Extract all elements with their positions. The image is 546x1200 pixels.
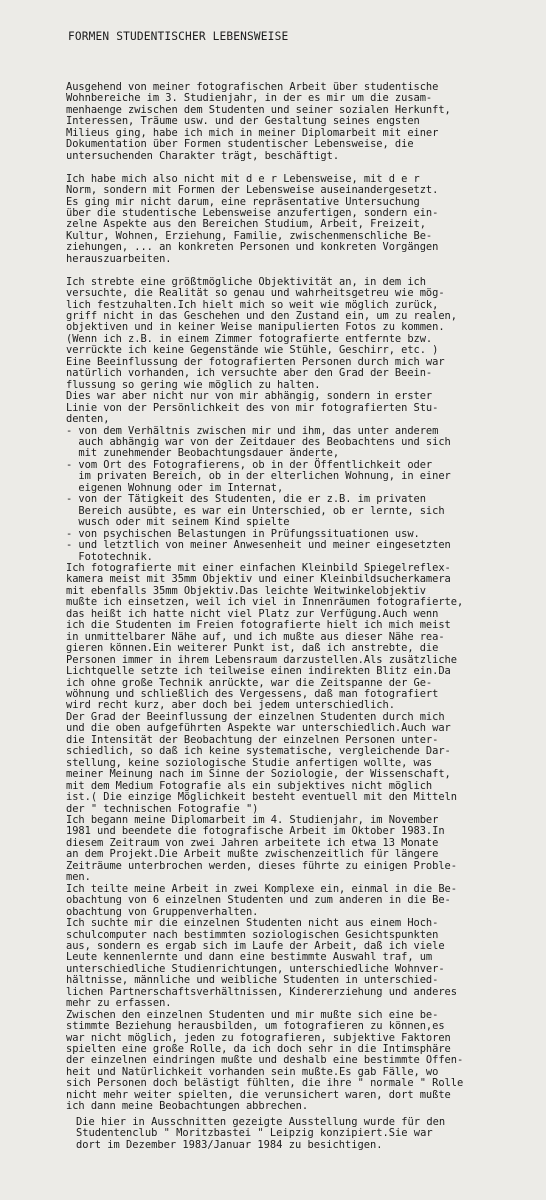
text-line: natürlich vorhanden, ich versuchte aber den Grad der Beein- xyxy=(66,367,433,380)
text-line: Eine Beeinflussung der fotografierten Personen durch mich war xyxy=(66,355,445,368)
text-line: die Intensität der Beobachtung der einzelnen Personen unter- xyxy=(66,733,439,746)
exhibition-note xyxy=(76,1117,536,1151)
text-line: herauszuarbeiten. xyxy=(66,252,172,265)
paragraph xyxy=(66,277,541,1113)
text-line: Dokumentation über Formen studentischer Lebensweise, die xyxy=(66,138,414,151)
text-line: mit ebenfalls 35mm Objektiv.Das leichte Weitwinkelobjektiv xyxy=(66,584,426,597)
text-line: ziehungen, ... an konkreten Personen und konkreten Vorgängen xyxy=(66,241,439,254)
text-line: - und letztlich von meiner Anwesenheit und meiner eingesetzten xyxy=(66,539,451,552)
text-line: obachtung von 6 einzelnen Studenten und zum anderen in die Be- xyxy=(66,894,451,907)
text-line: - von der Tätigkeit des Studenten, die er z.B. im privaten xyxy=(66,493,426,506)
text-line: Ich habe mich also nicht mit d e r Lebensweise, mit d e r xyxy=(66,172,420,185)
text-line: Personen immer in ihrem Lebensraum darzustellen.Als zusätzliche xyxy=(66,653,457,666)
text-line: stellung, keine soziologische Studie anfertigen wollte, was xyxy=(66,756,433,769)
text-line: Kultur, Wohnen, Erziehung, Familie, zwischenmenschliche Be- xyxy=(66,229,433,242)
text-line: 1981 und beendete die fotografische Arbeit im Oktober 1983.In xyxy=(66,825,445,838)
text-line: Ich begann meine Diplomarbeit im 4. Studienjahr, im November xyxy=(66,813,439,826)
text-line: verrückte ich keine Gegenstände wie Stühle, Geschirr, etc. ) xyxy=(66,344,439,357)
text-line: versuchte, die Realität so genau und wahrheitsgetreu wie mög- xyxy=(66,287,445,300)
text-line: mußte ich einsetzen, weil ich viel in Innenräumen fotografierte, xyxy=(66,596,464,609)
text-line: mit dem Medium Fotografie als ein subjektives nicht möglich xyxy=(66,779,433,792)
text-line: Lichtquelle setzte ich teilweise einen indirekten Blitz ein.Da xyxy=(66,665,451,678)
text-line: spielten eine große Rolle, da ich doch sehr in die Intimsphäre xyxy=(66,1043,451,1056)
text-line: stimmte Beziehung herausbilden, um fotografieren zu können,es xyxy=(66,1020,445,1033)
text-line: diesem Zeitraum von zwei Jahren arbeitete ich etwa 13 Monate xyxy=(66,836,439,849)
text-line: Ich fotografierte mit einer einfachen Kleinbild Spiegelreflex- xyxy=(66,562,451,574)
text-line: aus, sondern es ergab sich im Laufe der Arbeit, daß ich viele xyxy=(66,939,445,952)
text-line: Interessen, Träume usw. und der Gestaltung seines engsten xyxy=(66,115,420,128)
text-line: Dies war aber nicht nur von mir abhängig, sondern in erster xyxy=(66,390,433,403)
text-line: Ich strebte eine größtmögliche Objektivität an, in dem ich xyxy=(66,275,426,288)
text-line: kamera meist mit 35mm Objektiv und einer Kleinbildsucherkamera xyxy=(66,573,451,586)
text-line: - von psychischen Belastungen in Prüfungssituationen usw. xyxy=(66,527,420,540)
text-line: griff nicht in das Geschehen und den Zustand ein, um zu realen, xyxy=(66,310,457,323)
text-line: wusch oder mit seinem Kind spielte xyxy=(66,516,290,529)
document-title: FORMEN STUDENTISCHER LEBENSWEISE xyxy=(68,30,289,43)
text-line: heit und Natürlichkeit vorhanden sein mußte.Es gab Fälle, wo xyxy=(66,1065,439,1078)
text-line: lichen Partnerschaftsverhältnissen, Kindererziehung und anderes xyxy=(66,985,457,998)
text-line: lich festzuhalten.Ich hielt mich so weit wie möglich zurück, xyxy=(66,298,439,311)
text-line: denten, xyxy=(66,413,110,426)
text-line: auch abhängig war von der Zeitdauer des Beobachtens und sich xyxy=(66,436,451,449)
text-line: in unmittelbarer Nähe auf, und ich mußte aus dieser Nähe rea- xyxy=(66,630,445,643)
text-line: Der Grad der Beeinflussung der einzelnen Studenten durch mich xyxy=(66,710,445,723)
text-line: Ich teilte meine Arbeit in zwei Komplexe ein, einmal in die Be- xyxy=(66,882,457,895)
text-line: Es ging mir nicht darum, eine repräsentative Untersuchung xyxy=(66,195,420,208)
text-line: Wohnbereiche im 3. Studienjahr, in der es mir um die zusam- xyxy=(66,92,433,105)
text-line: gieren können.Ein weiterer Punkt ist, daß ich anstrebte, die xyxy=(66,642,439,655)
text-line: Leute kennenlernte und dann eine bestimmte Auswahl traf, um xyxy=(66,951,433,964)
text-line: der einzelnen eindringen mußte und deshalb eine bestimmte Offen- xyxy=(66,1054,464,1067)
text-line: Ich suchte mir die einzelnen Studenten nicht aus einem Hoch- xyxy=(66,917,439,930)
text-line: ich ohne große Technik anrückte, war die Zeitspanne der Ge- xyxy=(66,676,433,689)
text-line: im privaten Bereich, ob in der elterlichen Wohnung, in einer xyxy=(66,470,451,483)
text-line: mehr zu erfassen. xyxy=(66,997,172,1010)
text-line: der " technischen Fotografie ") xyxy=(66,802,259,815)
paragraph xyxy=(66,174,541,266)
document-body xyxy=(66,82,541,1113)
text-line: wöhnung und schließlich des Vergessens, daß man fotografiert xyxy=(66,687,439,700)
text-line: Bereich ausübte, es war ein Unterschied, ob er lernte, sich xyxy=(66,504,445,517)
text-line: sich Personen doch belästigt fühlten, die ihre " normale " Rolle xyxy=(66,1077,464,1090)
text-line: Linie von der Persönlichkeit des von mir fotografierten Stu- xyxy=(66,401,439,414)
text-line: schiedlich, so daß ich keine systematische, vergleichende Dar- xyxy=(66,745,451,758)
text-line: - von dem Verhältnis zwischen mir und ihm, das unter anderem xyxy=(66,424,439,437)
text-line: Die hier in Ausschnitten gezeigte Ausstellung wurde für den xyxy=(76,1116,446,1128)
text-line: das heißt ich hatte nicht viel Platz zur Verfügung.Auch wenn xyxy=(66,607,439,620)
text-line: an dem Projekt.Die Arbeit mußte zwischenzeitlich für längere xyxy=(66,848,439,861)
paragraph-gap xyxy=(66,265,541,276)
text-line: Ausgehend von meiner fotografischen Arbeit über studentische xyxy=(66,81,439,93)
text-line: meiner Meinung nach im Sinne der Soziologie, der Wissenschaft, xyxy=(66,768,451,781)
text-line: Norm, sondern mit Formen der Lebensweise auseinandergesetzt. xyxy=(66,184,439,197)
text-line: nicht mehr weiter spielten, die verunsichert waren, dort mußte xyxy=(66,1088,451,1101)
text-line: flussung so gering wie möglich zu halten. xyxy=(66,378,321,391)
text-line: mit zunehmender Beobachtungsdauer änderte, xyxy=(66,447,340,460)
paragraph xyxy=(66,82,541,162)
text-line: und die oben aufgeführten Aspekte war unterschiedlich.Auch war xyxy=(66,722,451,735)
text-line: objektiven und in keiner Weise manipulierten Fotos zu kommen. xyxy=(66,321,445,334)
text-line: - vom Ort des Fotografierens, ob in der Öffentlichkeit oder xyxy=(66,458,433,471)
text-line: unterschiedliche Studienrichtungen, unterschiedliche Wohnver- xyxy=(66,962,445,975)
text-line: schulcomputer nach bestimmten soziologischen Gesichtspunkten xyxy=(66,928,439,941)
text-line: eigenen Wohnung oder im Internat, xyxy=(66,481,284,494)
text-line: dort im Dezember 1983/Januar 1984 zu besichtigen. xyxy=(76,1138,383,1151)
text-line: Zeiträume unterbrochen werden, dieses führte zu einigen Proble- xyxy=(66,859,457,872)
text-line: menhaenge zwischen dem Studenten und seiner sozialen Herkunft, xyxy=(66,103,451,116)
text-line: wird recht kurz, aber doch bei jedem unterschiedlich. xyxy=(66,699,395,712)
text-line: hältnisse, männliche und weibliche Studenten in unterschied- xyxy=(66,974,439,987)
text-line: ich die Studenten im Freien fotografierte hielt ich mich meist xyxy=(66,619,451,632)
text-line: (Wenn ich z.B. in einem Zimmer fotografierte entfernte bzw. xyxy=(66,332,433,345)
text-line: ist.( Die einzige Möglichkeit besteht eventuell mit den Mitteln xyxy=(66,791,457,804)
text-line: über die studentische Lebensweise anzufertigen, sondern ein- xyxy=(66,206,439,219)
text-line: zelne Aspekte aus den Bereichen Studium, Arbeit, Freizeit, xyxy=(66,218,426,231)
text-line: Milieus ging, habe ich mich in meiner Diplomarbeit mit einer xyxy=(66,126,439,139)
text-line: Fototechnik. xyxy=(66,550,153,563)
text-line: men. xyxy=(66,871,91,884)
text-line: obachtung von Gruppenverhalten. xyxy=(66,905,259,918)
paragraph-gap xyxy=(66,162,541,173)
text-line: untersuchenden Charakter trägt, beschäftigt. xyxy=(66,149,340,162)
text-line: ich dann meine Beobachtungen abbrechen. xyxy=(66,1100,309,1113)
text-line: Zwischen den einzelnen Studenten und mir mußte sich eine be- xyxy=(66,1008,439,1021)
text-line: Studentenclub " Moritzbastei " Leipzig konzipiert.Sie war xyxy=(76,1127,433,1140)
text-line: war nicht möglich, jeden zu fotografieren, subjektive Faktoren xyxy=(66,1031,451,1044)
